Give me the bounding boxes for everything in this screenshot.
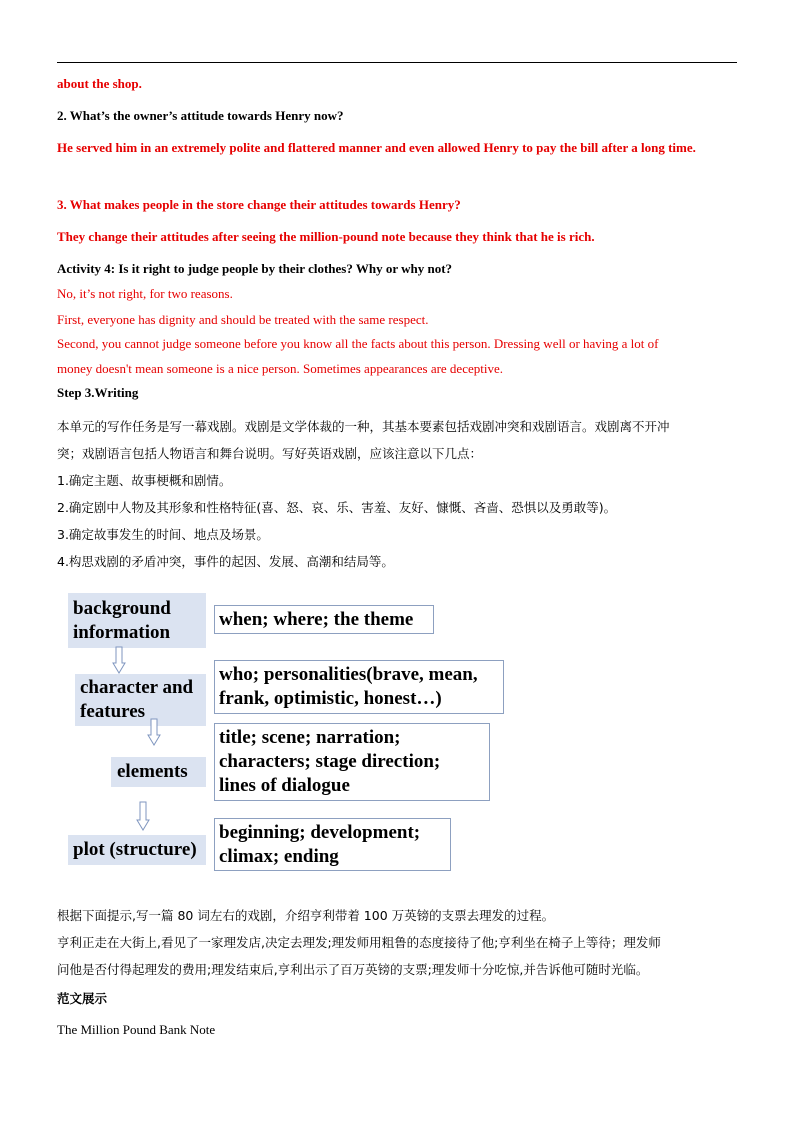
stage-label-box: background information [68,593,206,648]
activity-4-answer-line: No, it’s not right, for two reasons. [57,286,233,301]
stage-detail-box: title; scene; narration; characters; stage direction; lines of dialogue [214,723,490,801]
stage-label-box: character and features [75,674,206,726]
stage-detail-box: when; where; the theme [214,605,434,634]
stage-detail-box: beginning; development; climax; ending [214,818,451,871]
activity-4-answer-line: First, everyone has dignity and should be treated with the same respect. [57,312,429,327]
task-hint: 亨利正走在大街上,看见了一家理发店,决定去理发;理发师用粗鲁的态度接待了他;亨利坐在椅子上等待；理发师 [57,935,661,950]
activity-4-question: Activity 4: Is it right to judge people by their clothes? Why or why not? [57,261,453,276]
step-3-point: 2.确定剧中人物及其形象和性格特征(喜、怒、哀、乐、害羞、友好、慷慨、吝啬、恐惧以及勇敢等)。 [57,500,617,515]
header-rule [57,62,737,63]
activity-4-answer-line: Second, you cannot judge someone before you know all the facts about this person. Dressing well or having a lot of [57,336,659,351]
answer-1-tail: about the shop. [57,76,142,91]
task-hint: 问他是否付得起理发的费用;理发结束后,亨利出示了百万英镑的支票;理发师十分吃惊,并告诉他可随时光临。 [57,962,649,977]
step-3-heading: Step 3.Writing [57,385,139,400]
down-arrow-icon [112,646,126,674]
question-2: 2. What’s the owner’s attitude towards Henry now? [57,108,344,123]
task-instruction: 根据下面提示,写一篇 80 词左右的戏剧，介绍亨利带着 100 万英镑的支票去理发的过程。 [57,908,555,923]
sample-title: The Million Pound Bank Note [57,1022,216,1037]
step-3-point: 1.确定主题、故事梗概和剧情。 [57,473,232,488]
stage-detail-box: who; personalities(brave, mean, frank, optimistic, honest…) [214,660,504,714]
stage-label-box: elements [111,757,206,787]
answer-2: He served him in an extremely polite and flattered manner and even allowed Henry to pay the bill after a long time. [57,140,696,155]
step-3-intro: 突；戏剧语言包括人物语言和舞台说明。写好英语戏剧，应该注意以下几点： [57,446,483,461]
step-3-point: 4.构思戏剧的矛盾冲突，事件的起因、发展、高潮和结局等。 [57,554,394,569]
activity-4-answer-line: money doesn't mean someone is a nice person. Sometimes appearances are deceptive. [57,361,503,376]
down-arrow-icon [136,801,150,831]
answer-3: They change their attitudes after seeing the million-pound note because they think that he is rich. [57,229,595,244]
stage-label-box: plot (structure) [68,835,206,865]
step-3-point: 3.确定故事发生的时间、地点及场景。 [57,527,269,542]
step-3-intro: 本单元的写作任务是写一幕戏剧。戏剧是文学体裁的一种，其基本要素包括戏剧冲突和戏剧语言。戏剧离不开冲 [57,419,670,434]
question-3: 3. What makes people in the store change their attitudes towards Henry? [57,197,461,212]
sample-heading: 范文展示 [57,991,108,1006]
down-arrow-icon [147,718,161,746]
